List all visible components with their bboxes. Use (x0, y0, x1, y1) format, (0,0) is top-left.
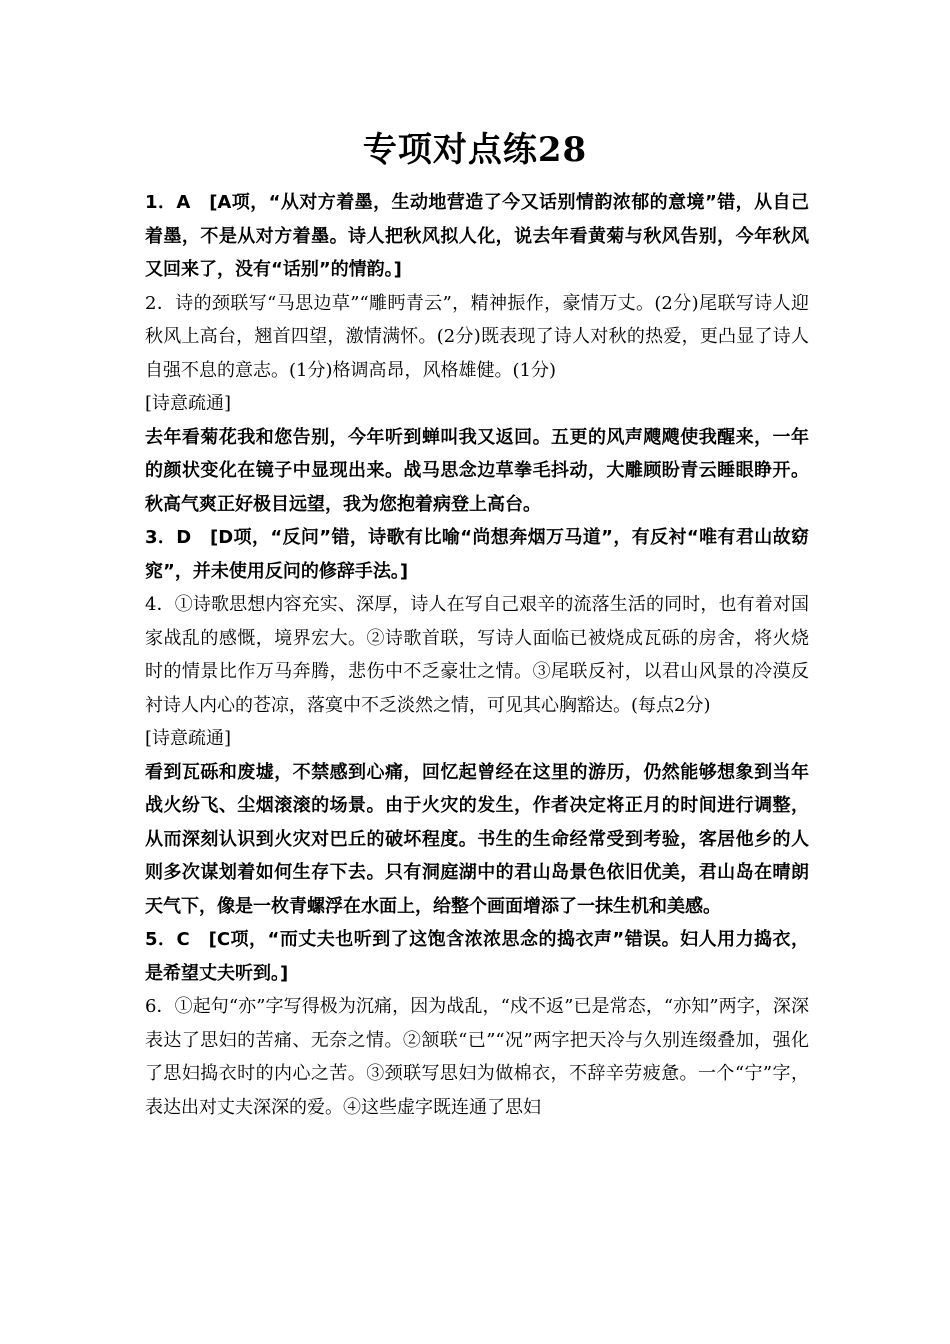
answer-3: 3．D [D项，“反问”错，诗歌有比喻“尚想奔烟万马道”，有反衬“唯有君山故窈窕”，并未使用反问的修辞手法。] (145, 527, 809, 582)
page-title: 专项对点练28 (362, 130, 588, 170)
poem-explanation-2: 看到瓦砾和废墟，不禁感到心痛，回忆起曾经在这里的游历，仍然能够想象到当年战火纷飞、尘烟滚滚的场景。由于火灾的发生，作者决定将正月的时间进行调整，从而深刻认识到火灾对巴丘的破坏程度。书生的生命经常受到考验，客居他乡的人则多次谋划着如何生存下去。只有洞庭湖中的君山岛景色依旧优美，君山岛在晴朗天气下，像是一枚青螺浮在水面上，给整个画面增添了一抹生机和美感。 (145, 761, 809, 917)
answer-1: 1．A [A项，“从对方着墨，生动地营造了今又话别情韵浓郁的意境”错，从自己着墨，不是从对方着墨。诗人把秋风拟人化，说去年看黄菊与秋风告别，今年秋风又回来了，没有“话别”的情韵。] (145, 192, 809, 280)
section-heading-poem-explanation: [诗意疏通] (145, 393, 232, 414)
poem-explanation-1: 去年看菊花我和您告别，今年听到蝉叫我又返回。五更的风声飕飕使我醒来，一年的颜状变化在镜子中显现出来。战马思念边草拳毛抖动，大雕顾盼青云睡眼睁开。秋高气爽正好极目远望，我为您抱着病登上高台。 (145, 426, 809, 515)
answer-2: 2．诗的颈联写“马思边草”“雕眄青云”，精神振作，豪情万丈。(2分)尾联写诗人迎秋风上高台，翘首四望，激情满怀。(2分)既表现了诗人对秋的热爱，更凸显了诗人自强不息的意志。(1分)格调高昂，风格雄健。(1分) (145, 292, 809, 381)
answer-5: 5．C [C项，“而丈夫也听到了这饱含浓浓思念的捣衣声”错误。妇人用力捣衣，是希望丈夫听到。] (145, 929, 809, 984)
answer-6: 6．①起句“亦”字写得极为沉痛，因为战乱，“戍不返”已是常态，“亦知”两字，深深表达了思妇的苦痛、无奈之情。②颔联“已”“况”两字把天冷与久别连缀叠加，强化了思妇捣衣时的内心之苦。③颈联写思妇为做棉衣，不辞辛劳疲惫。一个“宁”字，表达出对丈夫深深的爱。④这些虚字既连通了思妇 (145, 996, 809, 1118)
answer-4: 4．①诗歌思想内容充实、深厚，诗人在写自己艰辛的流落生活的同时，也有着对国家战乱的感慨，境界宏大。②诗歌首联，写诗人面临已被烧成瓦砾的房舍，将火烧时的情景比作万马奔腾，悲伤中不乏豪壮之情。③尾联反衬，以君山风景的冷漠反衬诗人内心的苍凉，落寞中不乏淡然之情，可见其心胸豁达。(每点2分) (145, 594, 809, 716)
answer-content (145, 186, 809, 1124)
section-heading-poem-explanation-2: [诗意疏通] (145, 728, 232, 749)
